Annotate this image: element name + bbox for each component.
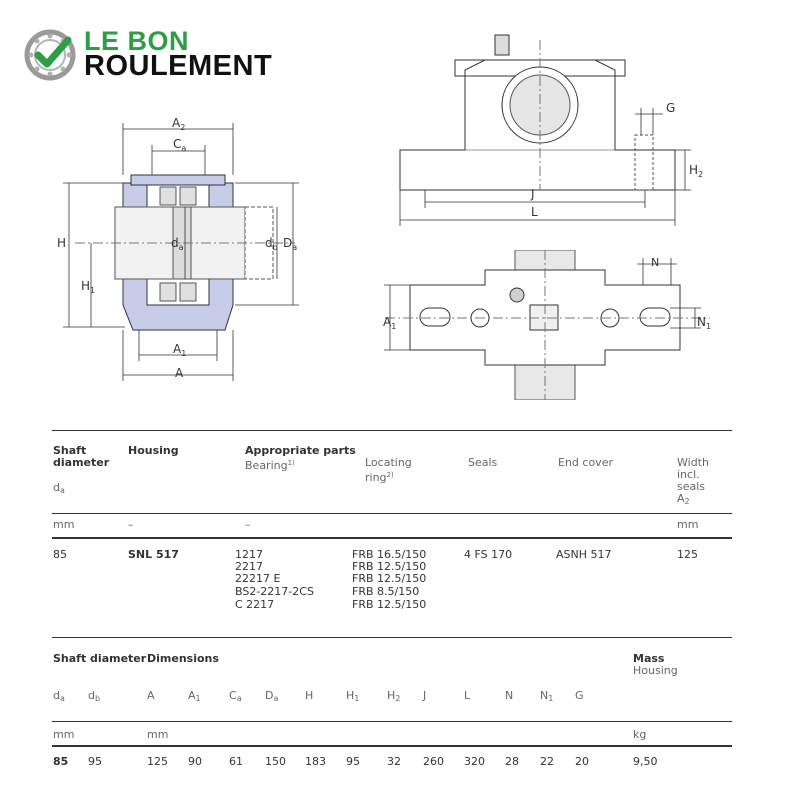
label-L: L [531, 205, 538, 219]
sym-L: L [464, 689, 471, 702]
unit2-dimensions: mm [147, 728, 169, 741]
hdr-shaft-1: Shaft [53, 444, 87, 457]
hdr-width-3: seals [677, 480, 706, 493]
sym-N1: $N_1$ [540, 689, 554, 703]
label-top-A1: $A_1$ [383, 315, 397, 331]
hdr-parts: Appropriate parts [245, 444, 356, 457]
row-ring-2: FRB 12.5/150 [352, 572, 427, 585]
sym-db: $d_b$ [88, 689, 101, 703]
label-A1: $A_1$ [173, 342, 187, 358]
sym-H: H [305, 689, 314, 702]
logo-line-1: LE BON [84, 26, 190, 56]
unit-parts: – [245, 518, 251, 531]
label-J: J [531, 187, 535, 201]
val-db: 95 [88, 755, 102, 768]
label-H: H [57, 236, 67, 250]
row-bearing-4: C 2217 [235, 598, 275, 611]
sym-H2: $H_2$ [387, 689, 401, 703]
row-housing: SNL 517 [128, 548, 179, 561]
label-Ca: $C_a$ [173, 137, 187, 153]
label-Da: $D_a$ [283, 236, 298, 252]
hdr2-dimensions: Dimensions [147, 652, 219, 665]
hdr-end-cover: End cover [558, 456, 613, 469]
val-G: 20 [575, 755, 589, 768]
row-ring-0: FRB 16.5/150 [352, 548, 427, 561]
val-J: 260 [423, 755, 444, 768]
val-H1: 95 [346, 755, 360, 768]
sym-J: J [423, 689, 427, 702]
hdr-shaft-2: diameter [53, 456, 110, 469]
val-Ca: 61 [229, 755, 243, 768]
val-mass: 9,50 [633, 755, 658, 768]
val-Da: 150 [265, 755, 286, 768]
label-db: $d_b$ [265, 236, 278, 252]
val-L: 320 [464, 755, 485, 768]
hdr-housing: Housing [128, 444, 179, 457]
label-G: G [666, 101, 676, 115]
hdr-seals: Seals [468, 456, 498, 469]
hdr-bearing: Bearing$^{1)}$ [245, 459, 295, 472]
table2-units-rule [52, 745, 732, 747]
row-bearing-2: 22217 E [235, 572, 281, 585]
hdr-ring-2: ring$^{2)}$ [365, 471, 394, 484]
unit-housing: – [128, 518, 134, 531]
unit-width: mm [677, 518, 699, 531]
val-N1: 22 [540, 755, 554, 768]
val-H: 183 [305, 755, 326, 768]
unit2-mass: kg [633, 728, 647, 741]
sym-da: $d_a$ [53, 689, 65, 703]
unit2-shaft: mm [53, 728, 75, 741]
row-seals: 4 FS 170 [464, 548, 513, 561]
val-H2: 32 [387, 755, 401, 768]
sym-A: A [147, 689, 155, 702]
hdr-width-1: Width [677, 456, 709, 469]
hdr-ring-1: Locating [365, 456, 412, 469]
logo-line-2: ROULEMENT [84, 50, 273, 82]
row-end-cover: ASNH 517 [556, 548, 612, 561]
label-H2: $H_2$ [689, 163, 704, 179]
label-N: N [651, 256, 660, 269]
val-N: 28 [505, 755, 519, 768]
hdr-shaft-sym: $d_a$ [53, 481, 65, 495]
sym-Da: $D_a$ [265, 689, 279, 703]
row-width: 125 [677, 548, 698, 561]
label-A2: $A_2$ [172, 116, 186, 132]
row-ring-3: FRB 8.5/150 [352, 585, 420, 598]
val-da: 85 [53, 755, 69, 768]
sym-H1: $H_1$ [346, 689, 360, 703]
hdr2-mass-housing: Housing [633, 664, 678, 677]
val-A1: 90 [188, 755, 202, 768]
label-A: A [175, 366, 184, 380]
row-bearing-0: 1217 [235, 548, 263, 561]
sym-A1: $A_1$ [188, 689, 201, 703]
hdr2-shaft: Shaft diameter [53, 652, 147, 665]
row-shaft: 85 [53, 548, 67, 561]
val-A: 125 [147, 755, 168, 768]
row-ring-1: FRB 12.5/150 [352, 560, 427, 573]
unit-shaft: mm [53, 518, 75, 531]
hdr-width-sym: $A_2$ [677, 492, 690, 506]
row-ring-4: FRB 12.5/150 [352, 598, 427, 611]
sym-G: G [575, 689, 584, 702]
sym-N: N [505, 689, 514, 702]
label-H1: $H_1$ [81, 279, 96, 295]
hdr2-mass: Mass [633, 652, 665, 665]
hdr-width-2: incl. [677, 468, 700, 481]
row-bearing-3: BS2-2217-2CS [235, 585, 314, 598]
sym-Ca: $C_a$ [229, 689, 242, 703]
table2-mid-rule [52, 721, 732, 722]
label-N1: $N_1$ [697, 315, 712, 331]
label-da: $d_a$ [171, 236, 184, 252]
row-bearing-1: 2217 [235, 560, 263, 573]
